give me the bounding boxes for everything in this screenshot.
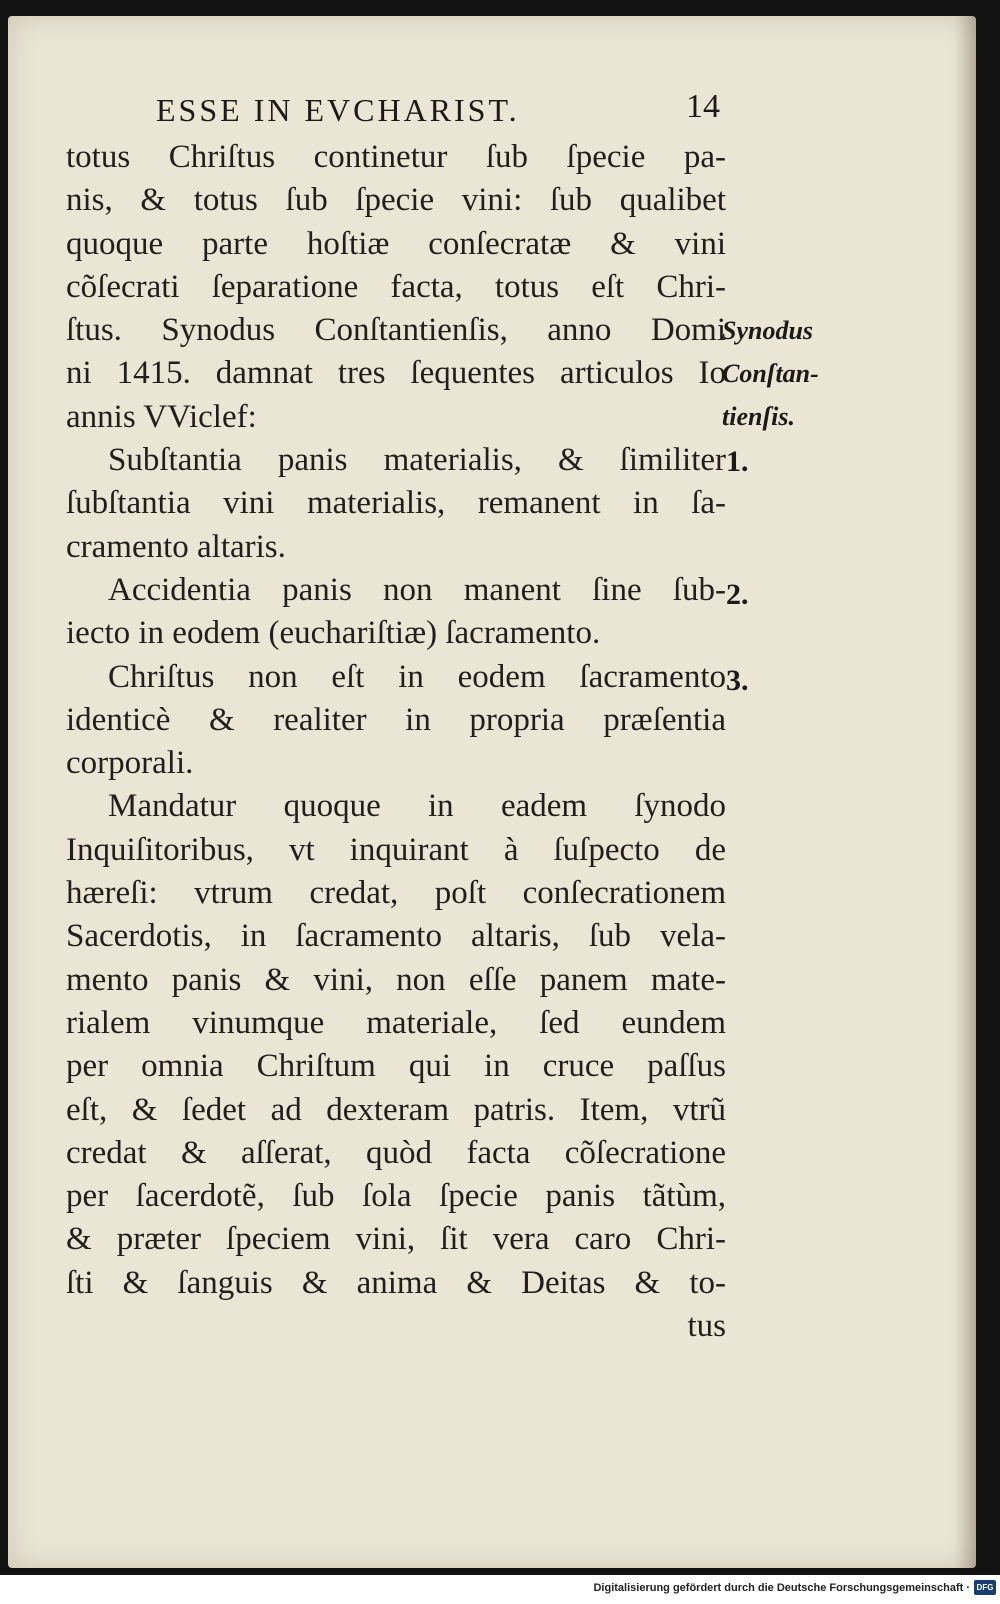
page-edge-shadow — [954, 16, 976, 1568]
text-line: ni 1415. damnat tres ſequentes articulos Io — [66, 355, 726, 392]
digitization-footer — [0, 1575, 1000, 1604]
text-line: Chriſtus non eſt in eodem ſacramento — [108, 658, 726, 695]
article-number-2: 2. — [726, 578, 749, 611]
text-line: totus Chriſtus continetur ſub ſpecie pa- — [66, 139, 726, 175]
text-line: eſt, & ſedet ad dexteram patris. Item, vtrũ — [66, 1091, 726, 1128]
catchword: tus — [687, 1308, 726, 1345]
dfg-logo: DFG — [974, 1580, 996, 1595]
text-line: rialem vinumque materiale, ſed eundem — [66, 1004, 726, 1041]
margin-note-line: Synodus — [722, 316, 814, 345]
text-line: quoque parte hoſtiæ conſecratæ & vini — [66, 225, 726, 262]
text-line: ſtus. Synodus Conſtantienſis, anno Domi — [66, 312, 726, 349]
text-line: Accidentia panis non manent ſine ſub- — [108, 571, 726, 608]
page-number: 14 — [686, 88, 720, 125]
text-line: mento panis & vini, non eſſe panem mate- — [66, 961, 726, 998]
text-line: annis VViclef: — [66, 398, 257, 435]
body-text — [66, 136, 726, 1348]
margin-note — [722, 309, 862, 438]
margin-note-line: Conſtan- — [722, 359, 819, 388]
text-line: Inquiſitoribus, vt inquirant à ſuſpecto de — [66, 831, 726, 868]
page-header — [150, 88, 720, 136]
running-head: ESSE IN EVCHARIST. — [156, 92, 520, 128]
text-line: ſti & ſanguis & anima & Deitas & to- — [66, 1264, 726, 1301]
article-number-3: 3. — [726, 664, 749, 697]
text-line: & præter ſpeciem vini, ſit vera caro Chri- — [66, 1221, 726, 1258]
text-line: Subſtantia panis materialis, & ſimiliter — [108, 442, 726, 479]
text-line: cõſecrati ſeparatione facta, totus eſt Chri- — [66, 268, 726, 305]
text-line: Mandatur quoque in eadem ſynodo — [108, 788, 726, 825]
text-line: Sacerdotis, in ſacramento altaris, ſub vela- — [66, 918, 726, 955]
text-line: hæreſi: vtrum credat, poſt conſecrationem — [66, 875, 726, 912]
text-line: cramento altaris. — [66, 528, 286, 565]
text-line: credat & aſſerat, quòd facta cõſecratione — [66, 1134, 726, 1171]
text-line: per ſacerdotẽ, ſub ſola ſpecie panis tãtùm, — [66, 1178, 726, 1215]
text-line: per omnia Chriſtum qui in cruce paſſus — [66, 1048, 726, 1085]
text-line: identicè & realiter in propria præſentia — [66, 701, 726, 738]
text-line: ſubſtantia vini materialis, remanent in ſa- — [66, 485, 726, 522]
funding-credit: Digitalisierung gefördert durch die Deutsche Forschungsgemeinschaft · — [593, 1582, 970, 1594]
text-line: corporali. — [66, 745, 194, 782]
text-line: iecto in eodem (euchariſtiæ) ſacramento. — [66, 615, 601, 652]
article-number-1: 1. — [726, 445, 749, 478]
margin-note-line: tienſis. — [722, 402, 795, 431]
text-line: nis, & totus ſub ſpecie vini: ſub qualibet — [66, 182, 726, 219]
